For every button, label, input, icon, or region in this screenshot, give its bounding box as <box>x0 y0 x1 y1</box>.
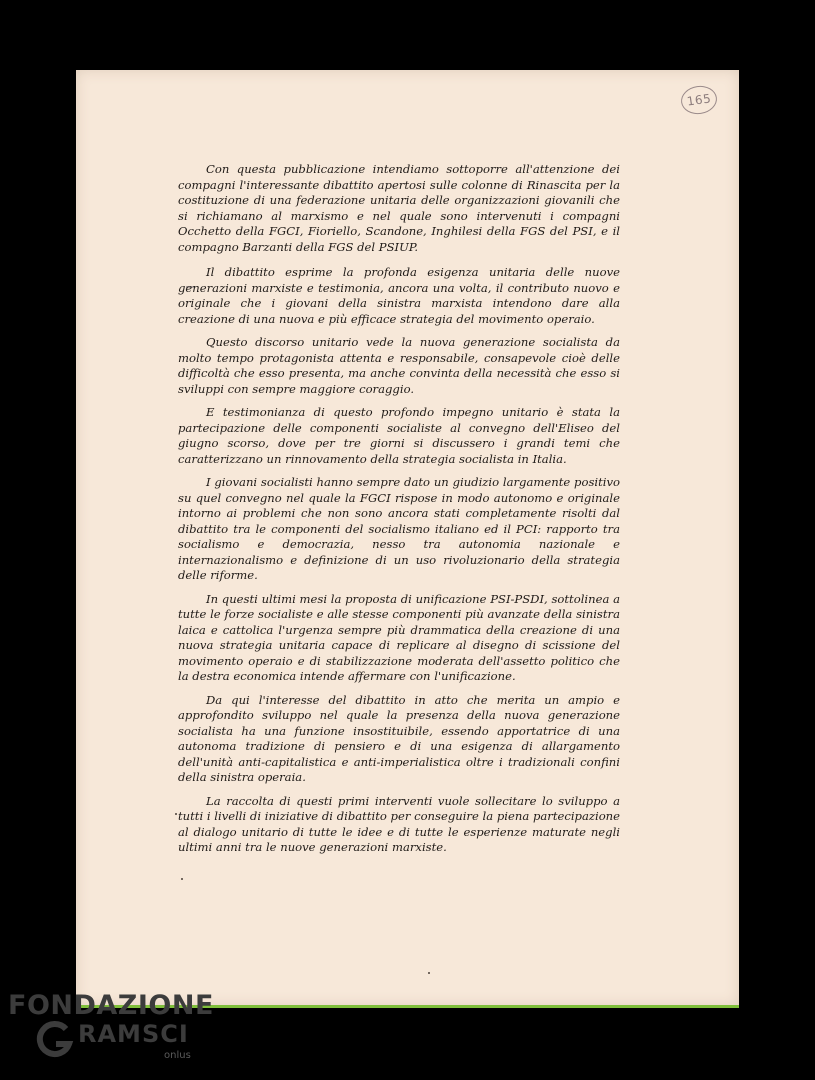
watermark-line-2: RAMSCI <box>78 1020 189 1048</box>
paragraph: Questo discorso unitario vede la nuova generazione socialista da molto tempo protagonista attenta e responsabile, consapevole cioè delle difficoltà che esso presenta, ma anche convinta della necessità che esso si sviluppi con sempre maggiore coraggio. <box>178 335 620 396</box>
fondazione-gramsci-watermark <box>8 990 214 1070</box>
watermark-line-1: FONDAZIONE <box>8 990 214 1021</box>
paragraph: Il dibattito esprime la profonda esigenza unitaria delle nuove generazioni marxiste e testimonia, ancora una volta, il contributo nuovo e originale che i giovani della sinistra marxista intendono dare alla creazione di una nuova e più efficace strategia del movimento operaio. <box>178 265 620 326</box>
watermark-g-logo-icon <box>36 1020 74 1058</box>
watermark-line-3: onlus <box>164 1050 191 1061</box>
ink-dot <box>175 813 177 815</box>
paragraph: Con questa pubblicazione intendiamo sottoporre all'attenzione dei compagni l'interessante dibattito apertosi sulle colonne di Rinascita per la costituzione di una federazione unitaria delle organizzazioni giovanili che si richiamano al marxismo e nel quale sono intervenuti i compagni Occhetto della FGCI, Fioriello, Scandone, Inghilesi della FGS del PSI, e il compagno Barzanti della FGS del PSIUP. <box>178 162 620 254</box>
ink-dot <box>181 878 183 880</box>
paragraph: Da qui l'interesse del dibattito in atto che merita un ampio e approfondito sviluppo nel quale la presenza della nuova generazione socialista ha una funzione insostituibile, essendo apportatrice di una autonoma tradizione di pensiero e di una esigenza di allargamento dell'unità anti-capitalistica e anti-imperialistica oltre i tradizionali confini della sinistra operaia. <box>178 692 620 784</box>
ink-dot <box>428 972 430 974</box>
document-body <box>178 162 620 864</box>
paragraph: La raccolta di questi primi interventi vuole sollecitare lo sviluppo a tutti i livelli di iniziative di dibattito per conseguire la piena partecipazione al dialogo unitario di tutte le idee e di tutte le esperienze maturate negli ultimi anni tra le nuove generazioni marxiste. <box>178 793 620 854</box>
paragraph: I giovani socialisti hanno sempre dato un giudizio largamente positivo su quel convegno nel quale la FGCI rispose in modo autonomo e originale intorno ai problemi che non sono ancora stati completamente risolti dal dibattito tra le componenti del socialismo italiano ed il PCI: rapporto tra socialismo e democrazia, nesso tra autonomia nazionale e internazionalismo e definizione di un uso rivoluzionario della strategia delle riforme. <box>178 475 620 582</box>
archive-number-text: 165 <box>685 91 713 109</box>
paragraph: In questi ultimi mesi la proposta di unificazione PSI-PSDI, sottolinea a tutte le forze socialiste e alle stesse componenti più avanzate della sinistra laica e cattolica l'urgenza sempre più drammatica della creazione di una nuova strategia unitaria capace di replicare al disegno di scissione del movimento operaio e di stabilizzazione moderata dell'assetto politico che la destra economica intende affermare con l'unificazione. <box>178 591 620 683</box>
paragraph: E testimonianza di questo profondo impegno unitario è stata la partecipazione delle componenti socialiste al convegno dell'Eliseo del giugno scorso, dove per tre giorni si discussero i grandi temi che caratterizzano un rinnovamento della strategia socialista in Italia. <box>178 405 620 466</box>
